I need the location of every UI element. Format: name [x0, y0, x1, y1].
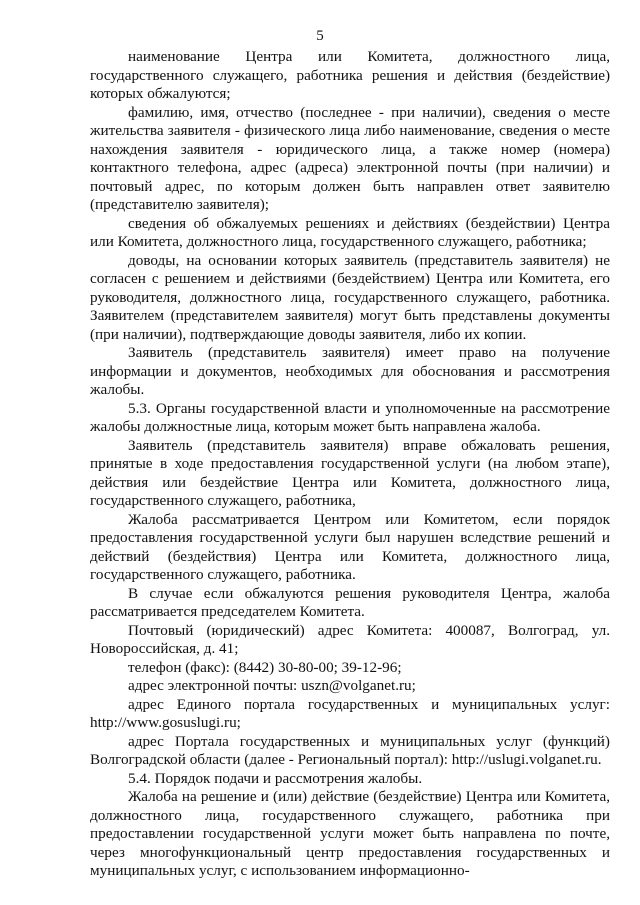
paragraph: Жалоба на решение и (или) действие (бездействие) Центра или Комитета, должностного лица, государственного служащего, работника при предоставлении государственной услуги может быть направлена по почте, через многофункциональный центр предоставления государственных и муниципальных услуг, с использованием информационно- [90, 788, 610, 879]
paragraph: телефон (факс): (8442) 30-80-00; 39-12-96; [128, 658, 402, 676]
paragraph: Почтовый (юридический) адрес Комитета: 400087, Волгоград, ул. Новороссийская, д. 41; [90, 621, 610, 657]
paragraph: адрес электронной почты: uszn@volganet.ru; [128, 677, 416, 694]
paragraph: сведения об обжалуемых решениях и действиях (бездействии) Центра или Комитета, должностного лица, государственного служащего, работника; [90, 214, 610, 250]
section-heading: 5.4. Порядок подачи и рассмотрения жалобы. [128, 769, 423, 787]
paragraph: В случае если обжалуются решения руководителя Центра, жалоба рассматривается председателем Комитета. [90, 584, 610, 620]
paragraph: Заявитель (представитель заявителя) имеет право на получение информации и документов, необходимых для обоснования и рассмотрения жалобы. [90, 344, 610, 398]
paragraph: адрес Портала государственных и муниципальных услуг (функций) Волгоградской области (далее - Региональный портал): http://uslugi.volganet.ru. [90, 732, 610, 768]
paragraph: наименование Центра или Комитета, должностного лица, государственного служащего, работника решения и действия (бездействие) которых обжалуются; [90, 48, 610, 102]
paragraph: Заявитель (представитель заявителя) вправе обжаловать решения, принятые в ходе предоставления государственной услуги (на любом этапе), действия или бездействие Центра или Комитета, должностного лица, государственного служащего, работника, [90, 436, 610, 509]
paragraph: фамилию, имя, отчество (последнее - при наличии), сведения о месте жительства заявителя - физического лица либо наименование, сведения о месте нахождения заявителя - юридического лица, а также номер (номера) контактного телефона, адрес (адреса) электронной почты (при наличии) и почтовый адрес, по которым должен быть направлен ответ заявителю (представителю заявителя); [90, 103, 610, 213]
paragraph: Жалоба рассматривается Центром или Комитетом, если порядок предоставления государственной услуги был нарушен вследствие решений и действий (бездействия) Центра или Комитета, должностного лица, государственного служащего, работника. [90, 510, 610, 583]
paragraph: адрес Единого портала государственных и муниципальных услуг: http://www.gosuslugi.ru; [90, 695, 610, 731]
document-body [90, 48, 610, 881]
paragraph: доводы, на основании которых заявитель (представитель заявителя) не согласен с решением и действиями (бездействием) Центра или Комитета, его руководителя, должностного лица, государственного служащего, работника. Заявителем (представителем заявителя) могут быть представлены документы (при наличии), подтверждающие доводы заявителя, либо их копии. [90, 251, 610, 343]
section-heading: 5.3. Органы государственной власти и уполномоченные на рассмотрение жалобы должностные лица, которым может быть направлена жалоба. [90, 399, 610, 435]
page-number: 5 [316, 28, 324, 44]
